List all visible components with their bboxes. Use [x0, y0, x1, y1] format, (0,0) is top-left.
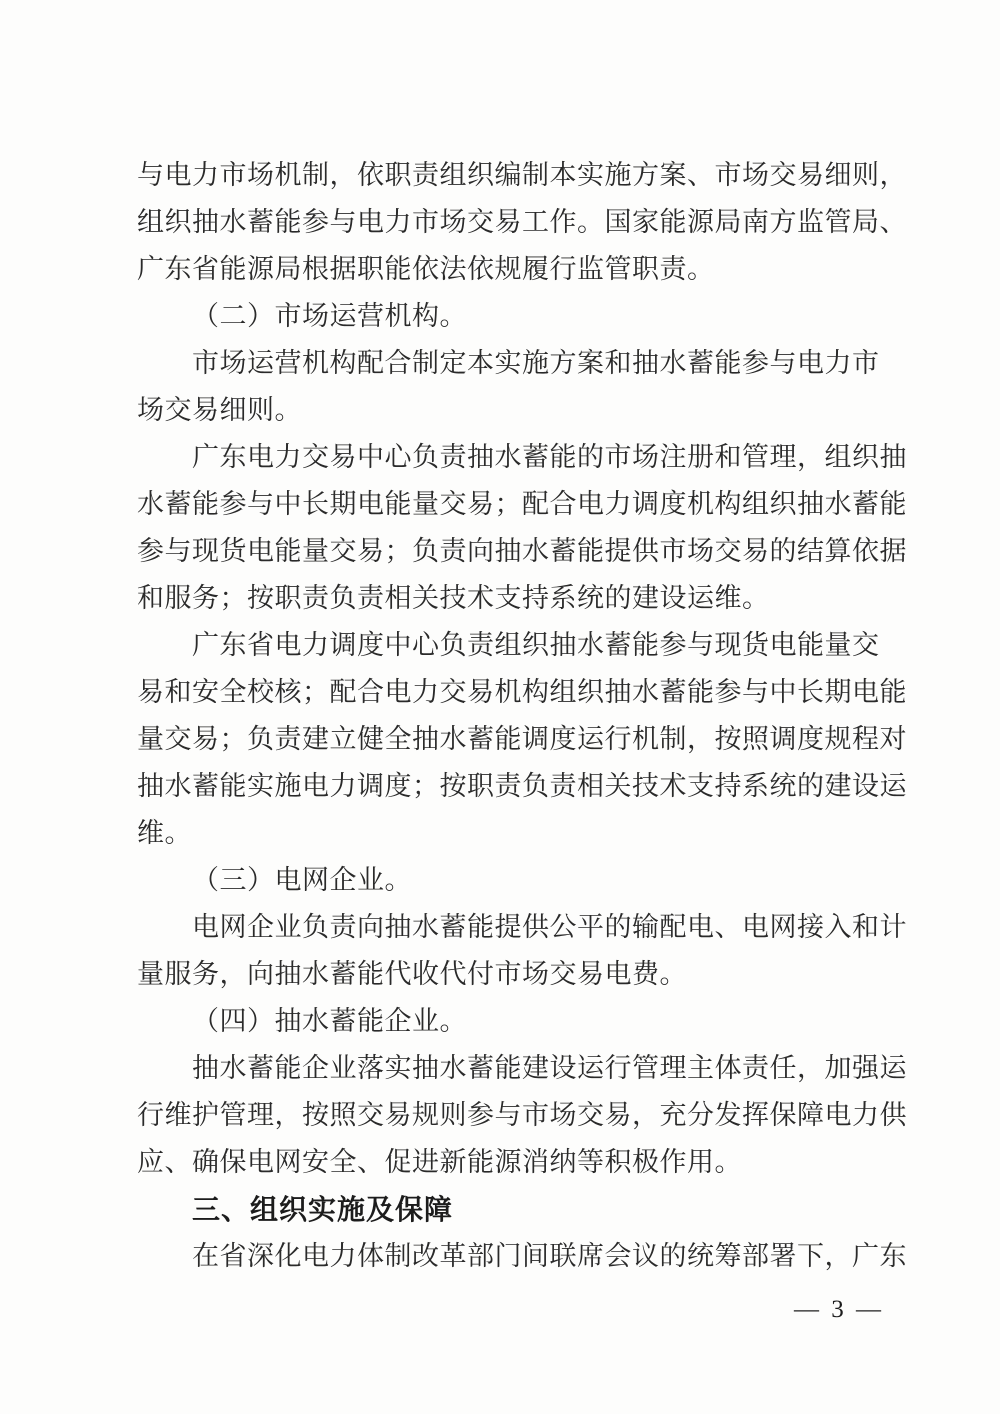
body-line: 场交易细则。 [137, 395, 302, 425]
body-line: 抽水蓄能企业落实抽水蓄能建设运行管理主体责任，加强运 [192, 1053, 907, 1083]
subheading-market-operator: （二）市场运营机构。 [192, 301, 467, 331]
body-line: 量交易；负责建立健全抽水蓄能调度运行机制，按照调度规程对 [137, 724, 907, 754]
subheading-pumped-storage-enterprise: （四）抽水蓄能企业。 [192, 1006, 467, 1036]
body-line: 和服务；按职责负责相关技术支持系统的建设运维。 [137, 583, 770, 613]
body-line: 组织抽水蓄能参与电力市场交易工作。国家能源局南方监管局、 [137, 207, 907, 237]
body-line: 电网企业负责向抽水蓄能提供公平的输配电、电网接入和计 [192, 912, 907, 942]
document-body [137, 152, 907, 1280]
body-line: 广东电力交易中心负责抽水蓄能的市场注册和管理，组织抽 [192, 442, 907, 472]
page-number: — 3 — [794, 1296, 884, 1323]
body-line: 抽水蓄能实施电力调度；按职责负责相关技术支持系统的建设运 [137, 771, 907, 801]
body-line: 行维护管理，按照交易规则参与市场交易，充分发挥保障电力供 [137, 1100, 907, 1130]
body-line: 广东省电力调度中心负责组织抽水蓄能参与现货电能量交 [192, 630, 880, 660]
body-line: 易和安全校核；配合电力交易机构组织抽水蓄能参与中长期电能 [137, 677, 907, 707]
body-line: 在省深化电力体制改革部门间联席会议的统筹部署下，广东 [192, 1241, 907, 1271]
body-line: 与电力市场机制，依职责组织编制本实施方案、市场交易细则， [137, 160, 907, 190]
body-line: 水蓄能参与中长期电能量交易；配合电力调度机构组织抽水蓄能 [137, 489, 907, 519]
body-line: 应、确保电网安全、促进新能源消纳等积极作用。 [137, 1147, 742, 1177]
body-line: 量服务，向抽水蓄能代收代付市场交易电费。 [137, 959, 687, 989]
body-line: 维。 [137, 818, 192, 848]
body-line: 参与现货电能量交易；负责向抽水蓄能提供市场交易的结算依据 [137, 536, 907, 566]
body-line: 广东省能源局根据职能依法依规履行监管职责。 [137, 254, 715, 284]
body-line: 市场运营机构配合制定本实施方案和抽水蓄能参与电力市 [192, 348, 880, 378]
section-heading-implementation: 三、组织实施及保障 [192, 1194, 454, 1225]
subheading-grid-enterprise: （三）电网企业。 [192, 865, 412, 895]
